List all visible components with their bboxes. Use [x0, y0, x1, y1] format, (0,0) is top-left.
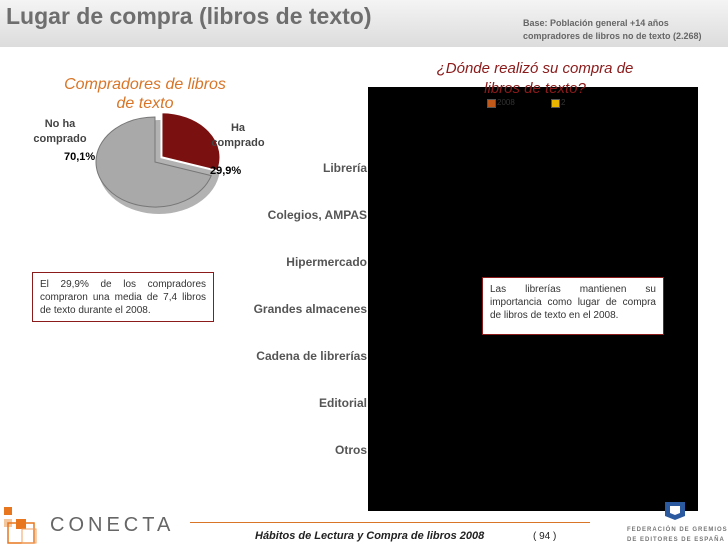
category-label: Colegios, AMPAS: [267, 208, 367, 222]
pie-value-yes: 29,9%: [210, 165, 242, 177]
legend-swatch-2008: [487, 99, 496, 108]
note-left: El 29,9% de los compradores compraron una media de 7,4 libros de texto durante el 2008.: [32, 272, 214, 322]
pie-title-line1: Compradores de libros: [64, 76, 226, 93]
bar-chart-title: [410, 59, 660, 99]
legend-label-2008: 2008: [497, 98, 515, 107]
category-label: Grandes almacenes: [253, 302, 367, 316]
pie-label-no-line1: No ha: [44, 118, 76, 130]
pie-label-yes-line2: comprado: [211, 137, 265, 149]
category-label: Editorial: [318, 396, 367, 410]
federation-name-line1: FEDERACIÓN DE GREMIOS: [627, 527, 728, 533]
bar-chart-title-line2: libros de texto?: [484, 80, 586, 97]
pie-label-no-line2: comprado: [33, 133, 87, 145]
legend-label-series2: 2: [561, 98, 566, 107]
pie-label-yes: [206, 121, 270, 151]
category-label: Librería: [322, 161, 367, 175]
note-right: Las librerías mantienen su importancia como lugar de compra de libros de texto en el 2008.: [482, 277, 664, 335]
pie-title-line2: de texto: [116, 95, 174, 112]
pie-value-no: 70,1%: [64, 151, 96, 163]
pie-label-no: [25, 117, 95, 147]
page-title: Lugar de compra (libros de texto): [6, 3, 372, 29]
footer-divider: [190, 522, 590, 523]
base-note-line2: compradores de libros no de texto (2.268): [523, 31, 702, 41]
bar-chart-title-line1: ¿Dónde realizó su compra de: [436, 60, 634, 77]
category-label: Hipermercado: [286, 255, 367, 269]
federation-logo-icon: [662, 498, 688, 522]
base-note-line1: Base: Población general +14 años: [523, 18, 669, 28]
legend-swatch-series2: [551, 99, 560, 108]
conecta-logo-icon: [2, 505, 44, 545]
page-number: ( 94 ): [533, 531, 557, 542]
pie-label-yes-line1: Ha: [230, 122, 246, 134]
category-label: Cadena de librerías: [256, 349, 367, 363]
federation-name-line2: DE EDITORES DE ESPAÑA: [627, 537, 725, 543]
conecta-logo-text: CONECTA: [50, 514, 175, 536]
category-label: Otros: [334, 443, 367, 457]
footer-title: Hábitos de Lectura y Compra de libros 2008: [255, 530, 485, 542]
